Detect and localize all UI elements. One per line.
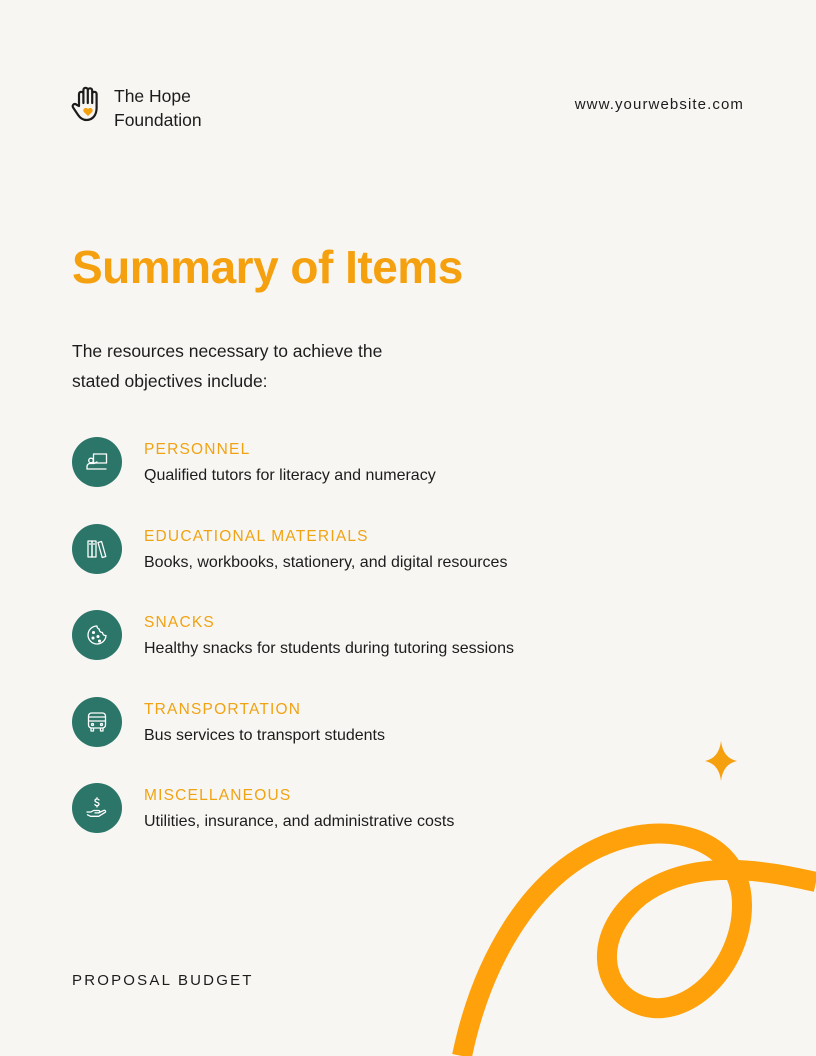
org-name-line2: Foundation — [114, 110, 202, 130]
item-label: EDUCATIONAL MATERIALS — [144, 527, 369, 545]
item-label: MISCELLANEOUS — [144, 787, 292, 804]
item-description: Utilities, insurance, and administrative costs — [144, 813, 455, 830]
org-name — [114, 84, 202, 132]
item-description: Bus services to transport students — [144, 726, 385, 744]
cookie-icon — [72, 610, 122, 660]
intro-line-1: The resources necessary to achieve the — [72, 341, 383, 361]
page-title: Summary of Items — [72, 241, 463, 293]
item-description: Books, workbooks, stationery, and digital resources — [144, 553, 508, 571]
footer-label: PROPOSAL BUDGET — [72, 972, 254, 989]
item-label: PERSONNEL — [144, 441, 251, 458]
presentation-board-icon — [72, 437, 122, 487]
org-name-line1: The Hope — [114, 86, 191, 106]
books-icon — [72, 524, 122, 574]
item-label: SNACKS — [144, 614, 215, 631]
sparkle-icon — [705, 741, 737, 781]
intro-line-2: stated objectives include: — [72, 371, 268, 391]
logo — [70, 84, 202, 132]
item-description: Qualified tutors for literacy and numeracy — [144, 467, 436, 484]
item-label: TRANSPORTATION — [144, 700, 302, 718]
swirl-line — [462, 833, 816, 1056]
hand-dollar-icon — [72, 783, 122, 833]
intro-text — [72, 336, 432, 396]
item-description: Healthy snacks for students during tutoring sessions — [144, 640, 514, 657]
website-url: www.yourwebsite.com — [574, 96, 744, 113]
hand-heart-logo-icon — [70, 84, 106, 124]
bus-icon — [72, 697, 122, 747]
